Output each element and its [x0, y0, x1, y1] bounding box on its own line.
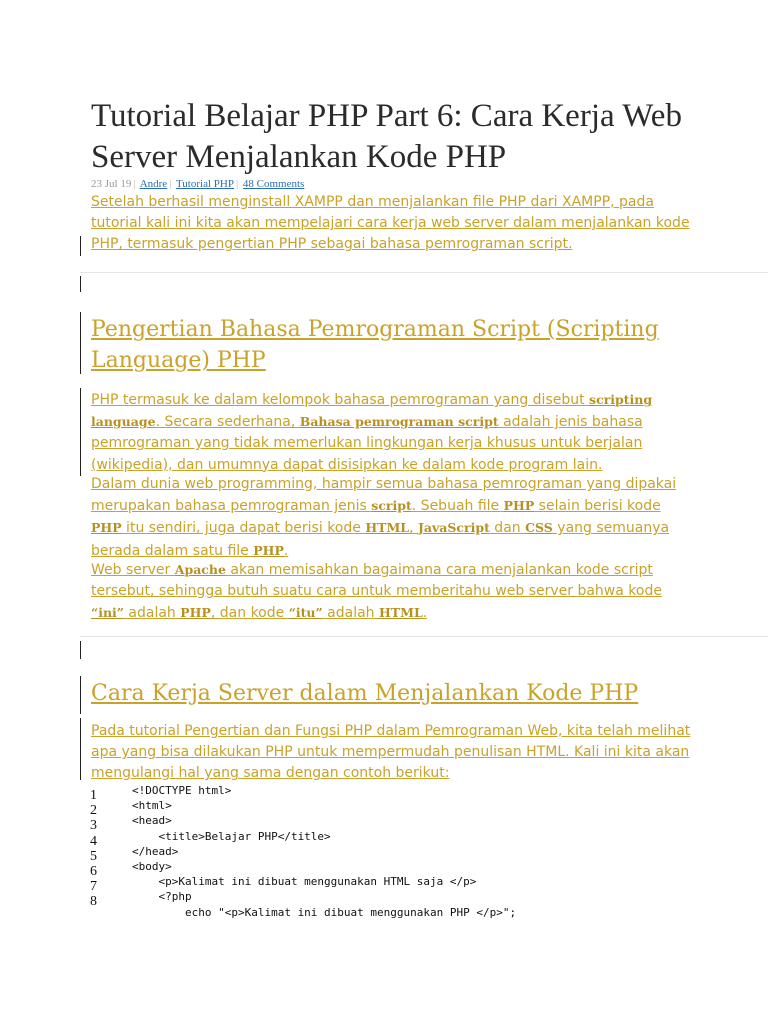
section1-paragraph-1[interactable]: PHP termasuk ke dalam kelompok bahasa pemrograman yang disebut scripting language. Secara sederhana, Bahasa pemrograman script adalah jenis bahasa pemrograman yang tidak memerlukan lingkungan kerja khusus untuk berjalan (wikipedia), dan umumnya dapat disisipkan ke dalam kode program lain. [91, 392, 653, 473]
section2-heading[interactable]: Cara Kerja Server dalam Menjalankan Kode PHP [91, 681, 639, 706]
line-number: 5 [90, 848, 97, 864]
article-meta: 23 Jul 19 | Andre | Tutorial PHP | 48 Comments [91, 178, 305, 190]
code-line [90, 784, 690, 803]
heading-bar [80, 312, 81, 374]
post-date: 23 Jul 19 [91, 178, 132, 190]
section1-heading[interactable]: Pengertian Bahasa Pemrograman Script (Scripting Language) PHP [91, 317, 659, 373]
keyword-scripting-language[interactable]: scripting language [91, 392, 653, 430]
section1-paragraph-3[interactable]: Web server Apache akan memisahkan bagaimana cara menjalankan kode script tersebut, sehingga butuh suatu cara untuk memberitahu web server bahwa kode “ini” adalah PHP, dan kode “itu” adalah HTML. [91, 562, 662, 622]
code-line [90, 814, 690, 834]
code-text: echo "<p>Kalimat ini dibuat menggunakan PHP </p>"; [132, 905, 517, 919]
text-cursor-bar [80, 236, 81, 256]
text-cursor-bar [80, 276, 81, 292]
line-number: 2 [90, 803, 97, 819]
code-text: <title>Belajar PHP</title> [132, 829, 331, 843]
text-cursor-bar [80, 641, 81, 659]
section2-paragraph-1[interactable]: Pada tutorial Pengertian dan Fungsi PHP dalam Pemrograman Web, kita telah melihat apa yang bisa dilakukan PHP untuk mempermudah penulisan HTML. Kali ini kita akan mengulangi hal yang sama dengan contoh berikut: [91, 723, 691, 782]
heading-bar [80, 676, 81, 714]
comments-link[interactable]: 48 Comments [242, 178, 305, 190]
code-text: <html> [132, 799, 172, 813]
divider [80, 636, 768, 637]
code-text: <p>Kalimat ini dibuat menggunakan HTML saja </p> [132, 875, 477, 889]
article-title: Tutorial Belajar PHP Part 6: Cara Kerja Web Server Menjalankan Kode PHP [91, 98, 682, 175]
code-line [90, 859, 690, 879]
code-text: <?php [132, 890, 192, 904]
code-text: </head> [132, 844, 179, 858]
code-line [90, 875, 690, 895]
line-number: 4 [90, 833, 97, 849]
line-number: 1 [90, 788, 97, 803]
section1-paragraph-2[interactable]: Dalam dunia web programming, hampir semua bahasa pemrograman yang dipakai merupakan bahasa pemrograman jenis script. Sebuah file PHP selain berisi kode PHP itu sendiri, juga dapat berisi kode HTML, JavaScript dan CSS yang semuanya berada dalam satu file PHP. [91, 476, 677, 559]
code-text: <body> [132, 859, 172, 873]
code-line [90, 829, 690, 849]
code-text: <!DOCTYPE html> [132, 784, 232, 797]
category-link[interactable]: Tutorial PHP [175, 178, 234, 190]
line-number: 3 [90, 818, 97, 834]
code-block [90, 784, 690, 921]
code-line [90, 844, 690, 864]
keyword-bahasa-script[interactable]: Bahasa pemrograman script [299, 414, 499, 430]
line-number: 7 [90, 879, 97, 895]
code-line [90, 890, 690, 910]
code-line [90, 906, 690, 921]
code-text: <head> [132, 814, 172, 828]
paragraph-bar [80, 718, 81, 780]
divider [80, 272, 768, 273]
paragraph-bar [80, 388, 81, 476]
intro-text[interactable]: Setelah berhasil menginstall XAMPP dan menjalankan file PHP dari XAMPP, pada tutorial kali ini kita akan mempelajari cara kerja web server dalam menjalankan kode PHP, termasuk pengertian PHP sebagai bahasa pemrograman script. [91, 194, 690, 253]
code-line [90, 799, 690, 819]
author-link[interactable]: Andre [139, 178, 168, 190]
intro-paragraph[interactable] [91, 192, 691, 256]
line-number: 6 [90, 863, 97, 879]
line-number: 8 [90, 894, 97, 910]
